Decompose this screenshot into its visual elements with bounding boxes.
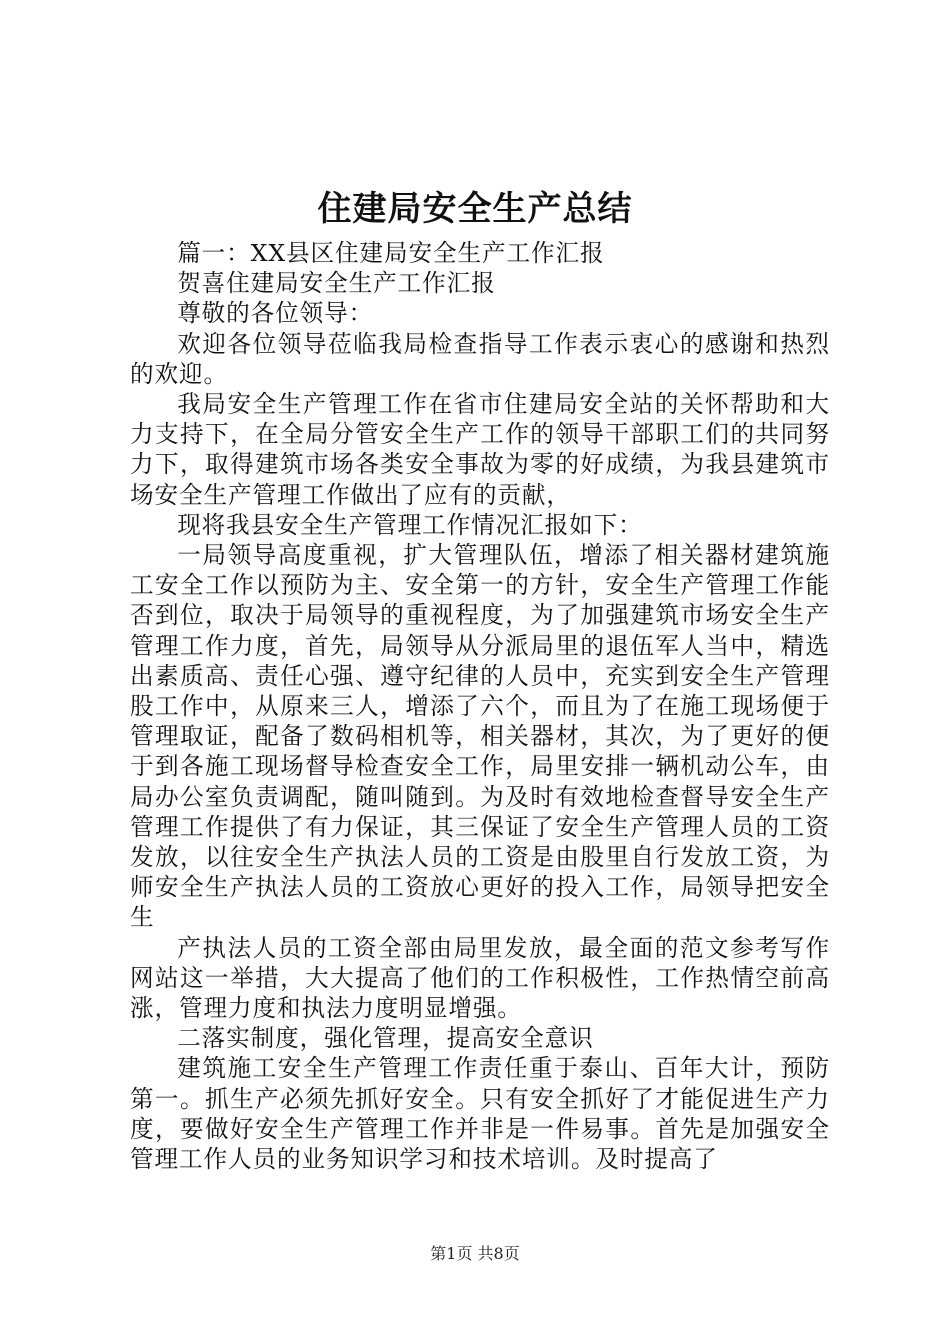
- paragraph: 欢迎各位领导莅临我局检查指导工作表示衷心的感谢和热烈的欢迎。: [130, 329, 830, 388]
- paragraph: 产执法人员的工资全部由局里发放，最全面的范文参考写作网站这一举措，大大提高了他们的工作积极性，工作热情空前高涨，管理力度和执法力度明显增强。: [130, 933, 830, 1023]
- page-title: 住建局安全生产总结: [317, 189, 633, 229]
- paragraph: 二落实制度，强化管理，提高安全意识: [177, 1024, 594, 1053]
- paragraph: 贺喜住建局安全生产工作汇报: [177, 269, 496, 298]
- paragraph: 现将我县安全生产管理工作情况汇报如下：: [177, 510, 643, 539]
- page-footer: 第1页 共8页: [430, 1244, 520, 1263]
- document-body: [130, 238, 830, 1174]
- paragraph: 建筑施工安全生产管理工作责任重于泰山、百年大计，预防第一。抓生产必须先抓好安全。只有安全抓好了才能促进生产力度，要做好安全生产管理工作并非是一件易事。首先是加强安全管理工作人员的业务知识学习和技术培训。及时提高了: [130, 1054, 830, 1174]
- paragraph: 一局领导高度重视，扩大管理队伍，增添了相关器材建筑施工安全工作以预防为主、安全第一的方针，安全生产管理工作能否到位，取决于局领导的重视程度，为了加强建筑市场安全生产管理工作力度，首先，局领导从分派局里的退伍军人当中，精选出素质高、责任心强、遵守纪律的人员中，充实到安全生产管理股工作中，从原来三人，增添了六个，而且为了在施工现场便于管理取证，配备了数码相机等，相关器材，其次，为了更好的便于到各施工现场督导检查安全工作，局里安排一辆机动公车，由局办公室负责调配，随叫随到。为及时有效地检查督导安全生产管理工作提供了有力保证，其三保证了安全生产管理人员的工资发放，以往安全生产执法人员的工资是由股里自行发放工资，为师安全生产执法人员的工资放心更好的投入工作，局领导把安全生: [130, 541, 830, 932]
- paragraph: 篇一：XX县区住建局安全生产工作汇报: [177, 239, 605, 267]
- paragraph: 尊敬的各位领导：: [177, 299, 374, 328]
- paragraph: 我局安全生产管理工作在省市住建局安全站的关怀帮助和大力支持下，在全局分管安全生产工作的领导干部职工们的共同努力下，取得建筑市场各类安全事故为零的好成绩，为我县建筑市场安全生产管理工作做出了应有的贡献，: [130, 390, 830, 509]
